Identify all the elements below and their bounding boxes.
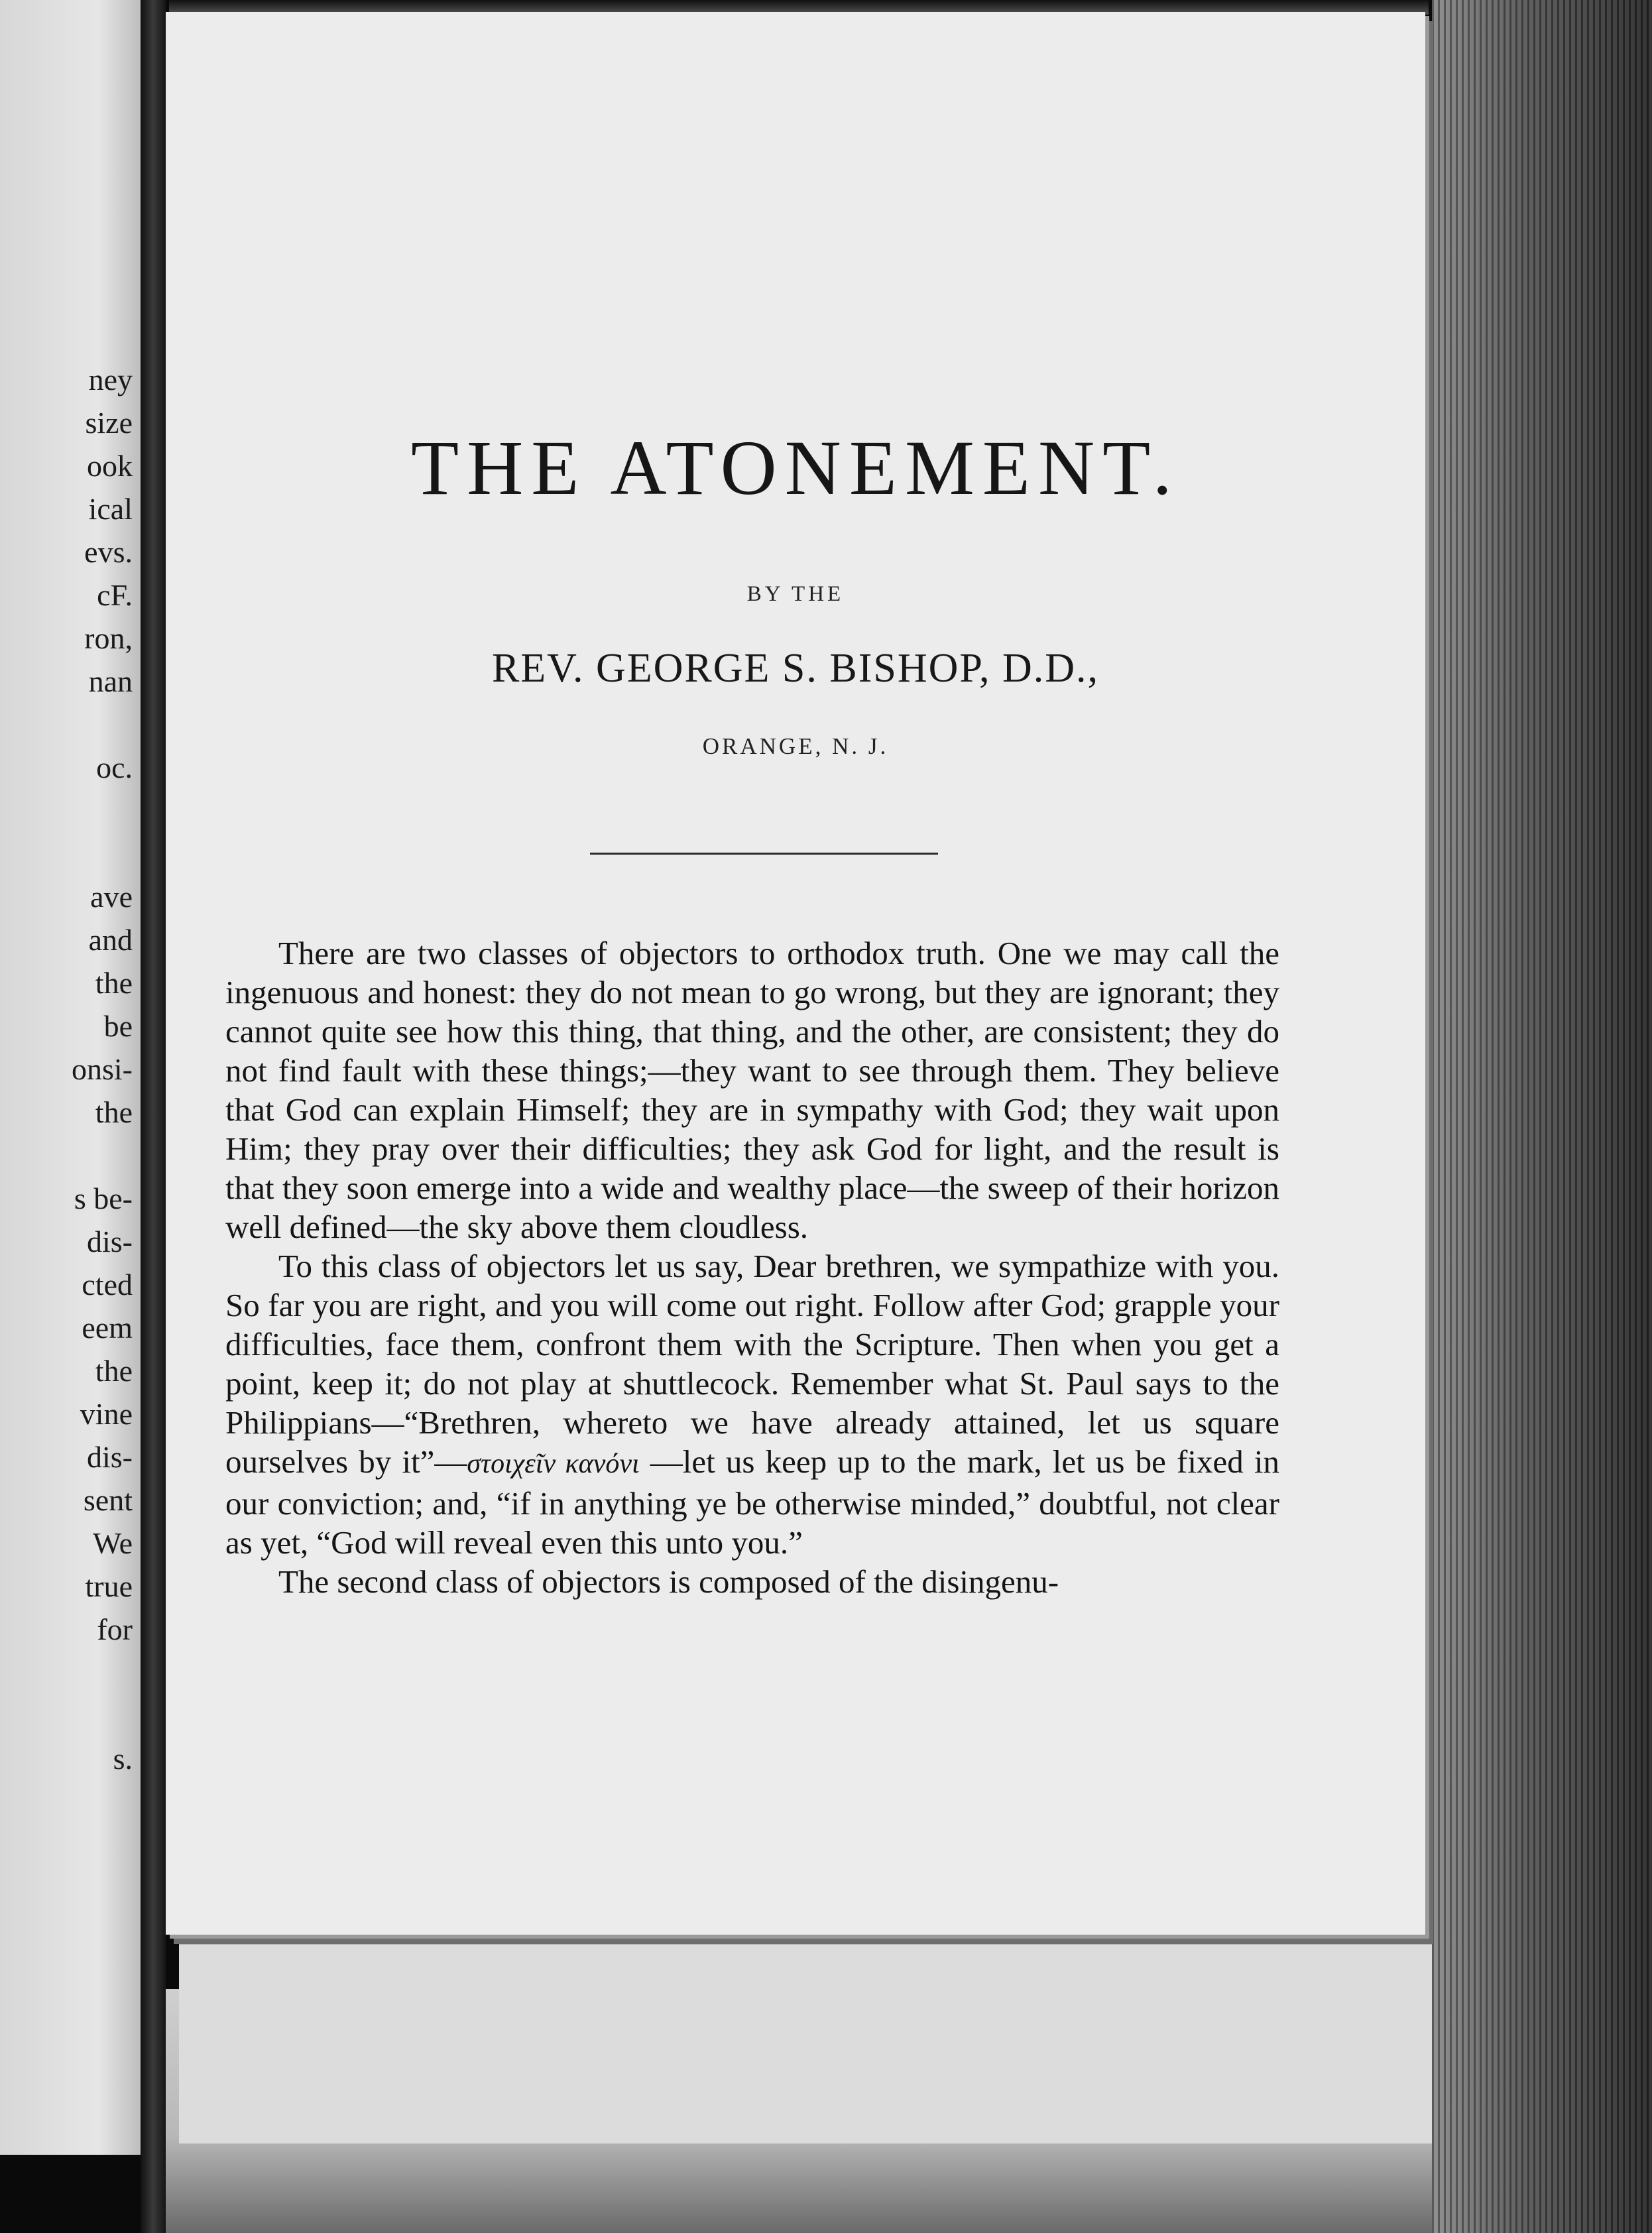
previous-page-fragment: sent bbox=[83, 1483, 133, 1517]
previous-page-fragment: true bbox=[85, 1569, 133, 1603]
body-text bbox=[225, 934, 1279, 1601]
previous-page-fragment: nan bbox=[88, 664, 133, 698]
previous-page-fragment: for bbox=[97, 1612, 133, 1646]
paragraph-2 bbox=[225, 1246, 1279, 1562]
previous-page-fragment: the bbox=[95, 1354, 133, 1388]
title-divider-rule bbox=[590, 853, 938, 855]
by-line: BY THE bbox=[746, 582, 845, 606]
previous-page-fragment: s. bbox=[113, 1742, 133, 1776]
previous-page-fragment bbox=[0, 1651, 133, 1694]
previous-page-fragment: cted bbox=[82, 1268, 133, 1301]
previous-page-fragment: ook bbox=[87, 449, 133, 483]
previous-page-fragment: ron, bbox=[84, 621, 133, 655]
previous-page-fragment: be bbox=[103, 1009, 133, 1043]
previous-page-fragment: and bbox=[88, 923, 133, 957]
paragraph-3: The second class of objectors is composed of the disingenu- bbox=[278, 1563, 1059, 1600]
author-location: ORANGE, N. J. bbox=[702, 733, 889, 759]
previous-page-fragment: ical bbox=[88, 492, 133, 526]
previous-page-fragment: oc. bbox=[96, 751, 133, 784]
previous-page-fragment: evs. bbox=[84, 535, 133, 569]
underlying-sheet bbox=[179, 1943, 1452, 2143]
previous-page-fragment: onsi- bbox=[72, 1052, 133, 1086]
previous-page-fragment bbox=[0, 789, 133, 832]
previous-page-fragment: dis- bbox=[87, 1225, 133, 1258]
previous-page-fragment: cF. bbox=[97, 578, 133, 612]
previous-page-fragment bbox=[0, 1694, 133, 1737]
previous-page-fragment: size bbox=[85, 406, 133, 440]
previous-page-text-fragments bbox=[0, 358, 133, 1780]
previous-page-fragment: eem bbox=[82, 1311, 133, 1345]
previous-page-fragment bbox=[0, 703, 133, 746]
previous-page-fragment: vine bbox=[80, 1397, 133, 1431]
previous-page bbox=[0, 0, 141, 2155]
previous-page-fragment: We bbox=[92, 1526, 133, 1560]
document-title: THE ATONEMENT. bbox=[411, 424, 1180, 511]
book-gutter bbox=[141, 0, 166, 2233]
previous-page-fragment: ave bbox=[90, 880, 133, 914]
previous-page-fragment bbox=[0, 832, 133, 875]
paragraph-2-text-before-greek: To this class of objectors let us say, Dear brethren, we sympathize with you. So far you are right, and you will come out right. Follow after God; grapple your difficulties, face them, confront them with the Scripture. Then when you get a point, keep it; do not play at shuttlecock. Remember what St. Paul says to the Philippians—“Brethren, whereto we have already attained, let us square ourselves by it”— bbox=[225, 1248, 1279, 1480]
previous-page-fragment: ney bbox=[88, 363, 133, 396]
previous-page-fragment: s be- bbox=[74, 1181, 133, 1215]
document-page bbox=[166, 12, 1425, 1935]
greek-phrase: στοιχεῖν κανόνι bbox=[467, 1449, 640, 1479]
previous-page-fragment: the bbox=[95, 1095, 133, 1129]
previous-page-fragment: the bbox=[95, 966, 133, 1000]
previous-page-fragment bbox=[0, 1134, 133, 1177]
book-page-edges bbox=[1432, 0, 1652, 2233]
author-name: REV. GEORGE S. BISHOP, D.D., bbox=[491, 646, 1100, 691]
paragraph-1: There are two classes of objectors to orthodox truth. One we may call the ingenuous and honest: they do not mean to go wrong, but they are ignorant; they cannot quite see how this thing, that thing, and the other, are consistent; they do not find fault with these things;—they want to see through them. They believe that God can explain Himself; they are in sympathy with God; they wait upon Him; they pray over their difficulties; they ask God for light, and the result is that they soon emerge into a wide and wealthy place—the sweep of their horizon well defined—the sky above them cloudless. bbox=[225, 935, 1279, 1245]
paragraph-2-text-after-greek: —let us keep up to the mark, let us be fixed in our conviction; and, “if in anything ye be otherwise minded,” doubtful, not clear as yet, “God will reveal even this unto you.” bbox=[225, 1443, 1279, 1561]
previous-page-fragment: dis- bbox=[87, 1440, 133, 1474]
